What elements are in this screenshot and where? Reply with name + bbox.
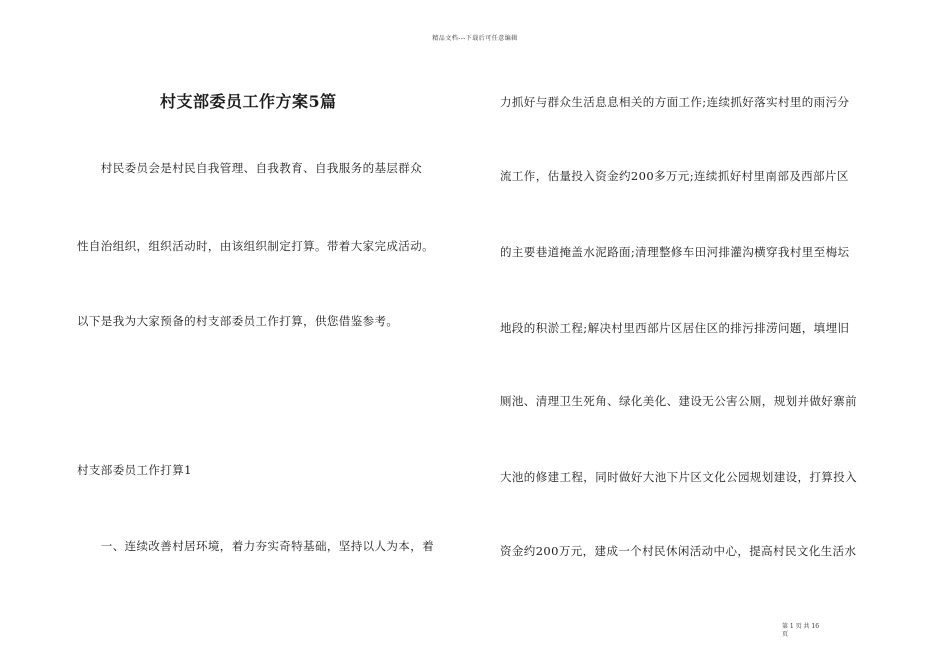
- page-number-line: 第 1 页 共 16: [782, 623, 820, 630]
- paragraph-line: 地段的积淤工程;解决村里西部片区居住区的排污排涝问题，填埋旧: [500, 321, 850, 335]
- section-heading: 村支部委员工作打算1: [77, 463, 192, 477]
- page-header-note: 精品文档---下载后可任意编辑: [432, 35, 518, 42]
- paragraph-line: 性自治组织，组织活动时，由该组织制定打算。带着大家完成活动。: [77, 239, 434, 253]
- paragraph-line: 流工作，估量投入资金约200多万元;连续抓好村里南部及西部片区: [500, 169, 849, 183]
- paragraph-line: 资金约200万元，建成一个村民休闲活动中心，提高村民文化生活水: [500, 544, 857, 558]
- paragraph-line: 大池的修建工程，同时做好大池下片区文化公园规划建设，打算投入: [500, 470, 857, 484]
- paragraph-line: 力抓好与群众生活息息相关的方面工作;连续抓好落实村里的雨污分: [500, 95, 850, 109]
- paragraph-line: 一、连续改善村居环境，着力夯实奇特基础，坚持以人为本，着: [77, 539, 434, 553]
- paragraph-line: 厕池、清理卫生死角、绿化美化、建设无公害公厕，规划并做好寨前: [500, 394, 857, 408]
- paragraph-line: 的主要巷道掩盖水泥路面;清理整修车田河排灌沟横穿我村里至梅坛: [500, 245, 850, 259]
- page-number-line: 页: [782, 631, 789, 638]
- page-number: [782, 623, 819, 639]
- paragraph-line: 以下是我为大家预备的村支部委员工作打算，供您借鉴参考。: [77, 314, 399, 328]
- paragraph-line: 村民委员会是村民自我管理、自我教育、自我服务的基层群众: [77, 161, 423, 175]
- document-title: 村支部委员工作方案5篇: [160, 92, 337, 111]
